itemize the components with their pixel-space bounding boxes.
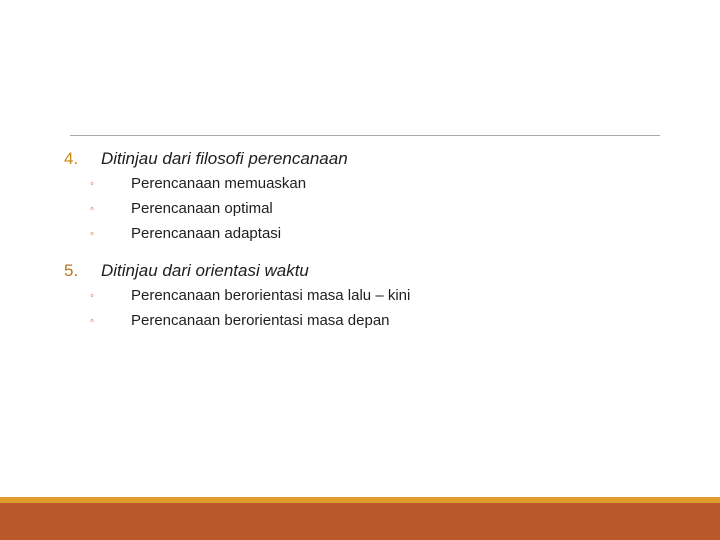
list-item [60, 171, 660, 196]
list-item [60, 308, 660, 333]
bullet-icon: ◦ [90, 315, 94, 327]
section-5-list [60, 283, 660, 333]
list-item-text: Perencanaan berorientasi masa depan [131, 312, 390, 329]
list-item [60, 221, 660, 246]
footer-band [0, 503, 720, 540]
bullet-icon: ◦ [90, 178, 94, 190]
list-item-text: Perencanaan berorientasi masa lalu – kini [131, 287, 411, 304]
section-4-heading [60, 147, 660, 171]
list-item-text: Perencanaan memuaskan [131, 175, 307, 192]
bullet-icon: ◦ [90, 228, 94, 240]
section-5-title: Ditinjau dari orientasi waktu [101, 261, 309, 280]
top-divider [70, 135, 660, 136]
list-item [60, 196, 660, 221]
section-5 [60, 259, 660, 333]
section-4-number: 4. [64, 149, 79, 168]
section-5-heading [60, 259, 660, 283]
list-item-text: Perencanaan optimal [131, 200, 273, 217]
section-4-list [60, 171, 660, 246]
section-4-title: Ditinjau dari filosofi perencanaan [101, 149, 348, 168]
bullet-icon: ◦ [90, 203, 94, 215]
list-item [60, 283, 660, 308]
list-item-text: Perencanaan adaptasi [131, 225, 282, 242]
bullet-icon: ◦ [90, 290, 94, 302]
section-5-number: 5. [64, 261, 79, 280]
section-4 [60, 147, 660, 246]
